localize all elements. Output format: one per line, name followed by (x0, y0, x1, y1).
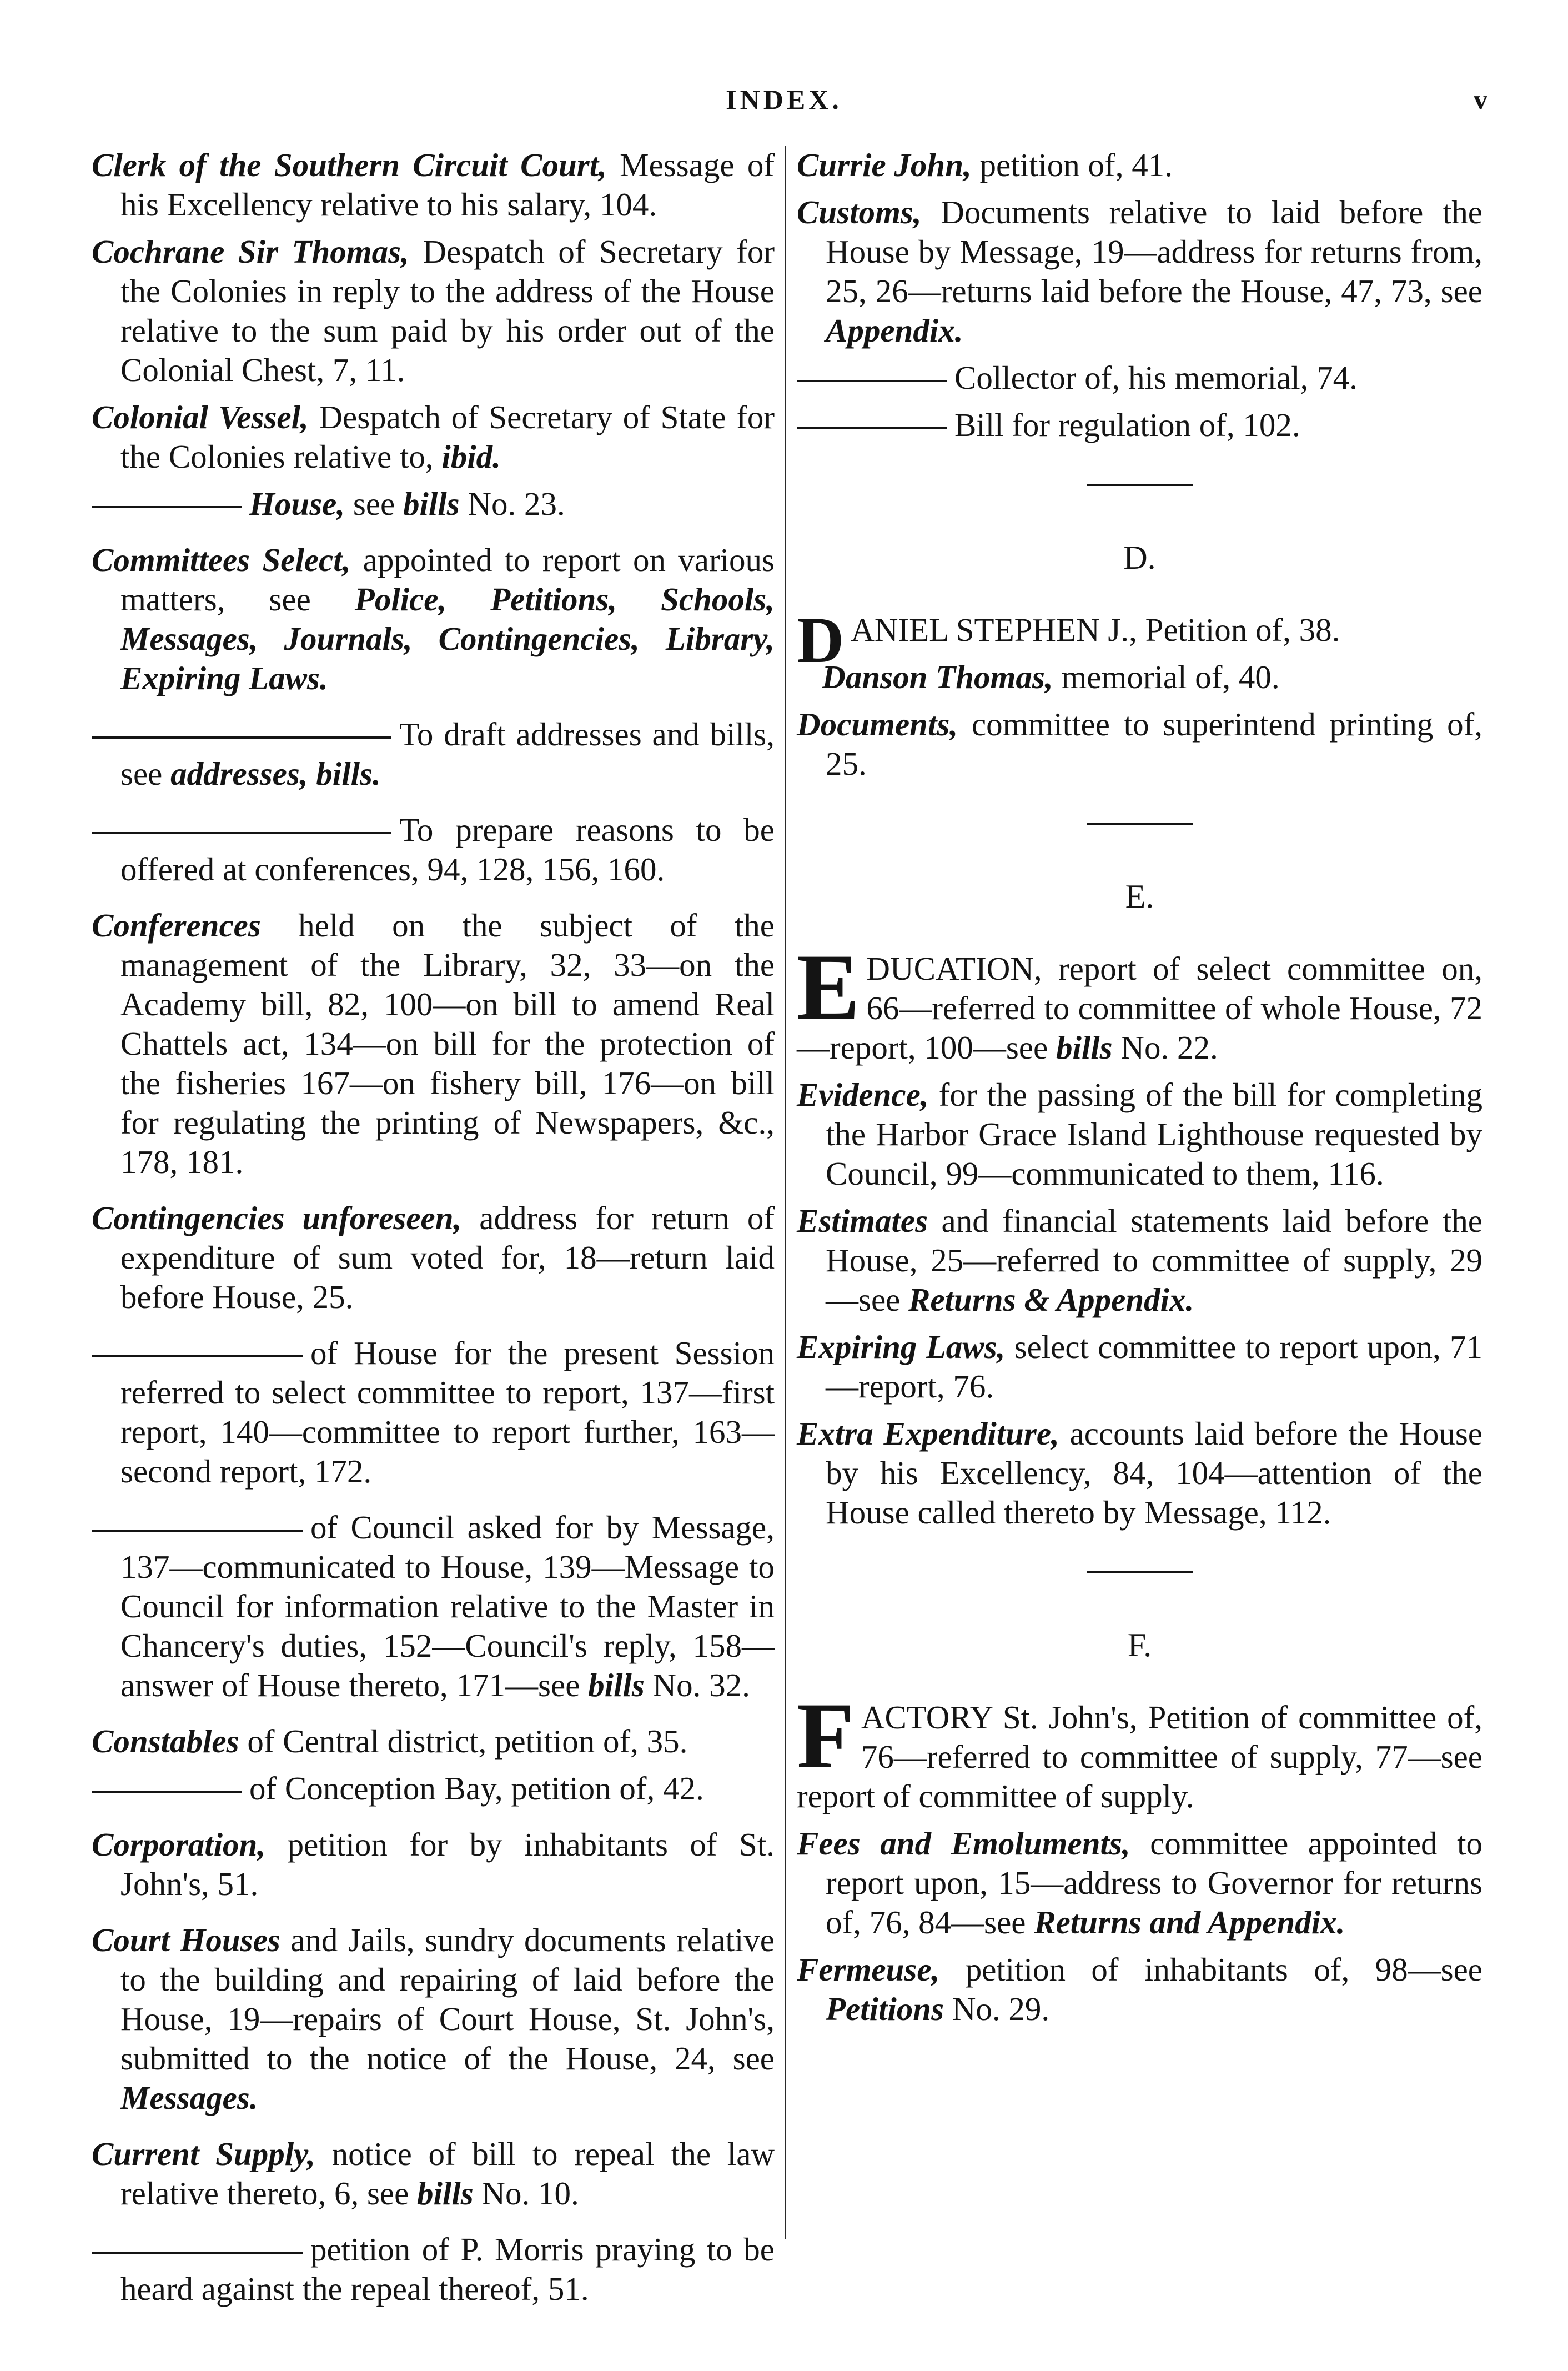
page-number: v (1474, 84, 1487, 115)
index-entry: DANIEL STEPHEN J., Petition of, 38. (797, 604, 1340, 676)
index-entry: Conferences held on the subject of the management of the Library, 32, 33—on the Academy bill, 82, 100—on bill to amend Real Chattels act, 134—on bill for the protection of the fisheries 167—on fishery bill, 176—on bill for regulating the printing of Newspapers, &c., 178, 181. (92, 907, 775, 1180)
index-subentry: Collector of, his memorial, 74. (797, 358, 1482, 398)
ditto-dash (92, 832, 391, 834)
ditto-dash (797, 380, 947, 382)
section-divider (1087, 823, 1193, 825)
index-subentry: To draft addresses and bills, see addresses, bills. (92, 715, 775, 794)
index-subentry: of Council asked for by Message, 137—communicated to House, 139—Message to Council for information relative to the Master in Chancery's duties, 152—Council's reply, 158—answer of House thereto, 171—see bills No. 32. (92, 1508, 775, 1705)
index-entry: Danson Thomas, memorial of, 40. (822, 659, 1280, 695)
index-subentry: of House for the present Session referred to select committee to report, 137—first report, 140—committee to report further, 163—second report, 172. (92, 1334, 775, 1491)
index-subentry: petition of P. Morris praying to be heard against the repeal thereof, 51. (92, 2230, 775, 2309)
index-subentry: To prepare reasons to be offered at conferences, 94, 128, 156, 160. (92, 810, 775, 889)
ditto-dash (92, 1355, 303, 1357)
index-subentry: Bill for regulation of, 102. (797, 405, 1482, 445)
index-entry: Estimates and financial statements laid before the House, 25—referred to committee of supply, 29—see Returns & Appendix. (797, 1202, 1482, 1318)
index-entry: Corporation, petition for by inhabitants of St. John's, 51. (92, 1826, 775, 1902)
right-column (797, 146, 1482, 2037)
section-divider (1087, 484, 1193, 486)
index-entry: Court Houses and Jails, sundry documents relative to the building and repairing of laid before the House, 19—repairs of Court House, St. John's, submitted to the notice of the House, 24, see Messages. (92, 1922, 775, 2116)
index-entry: Cochrane Sir Thomas, Despatch of Secretary for the Colonies in reply to the address of the House relative to the sum paid by his order out of the Colonial Chest, 7, 11. (92, 233, 775, 388)
index-entry: Contingencies unforeseen, address for return of expenditure of sum voted for, 18—return laid before House, 25. (92, 1200, 775, 1315)
ditto-dash (92, 736, 391, 739)
section-divider (1087, 1571, 1193, 1573)
section-heading-e: E. (1125, 878, 1154, 915)
index-entry: Fermeuse, petition of inhabitants of, 98—see Petitions No. 29. (797, 1951, 1482, 2027)
drop-cap: E (797, 935, 860, 1039)
index-entry: Evidence, for the passing of the bill for completing the Harbor Grace Island Lighthouse requested by Council, 99—communicated to them, 116. (797, 1076, 1482, 1192)
index-entry: Customs, Documents relative to laid before the House by Message, 19—address for returns from, 25, 26—returns laid before the House, 47, 73, see Appendix. (797, 194, 1482, 349)
drop-cap: D (797, 604, 845, 676)
ditto-dash (92, 1530, 303, 1532)
running-title: INDEX. (726, 84, 842, 115)
ditto-dash (92, 1791, 242, 1793)
index-entry: EDUCATION, report of select committee on, 66—referred to committee of whole House, 72—report, 100—see bills No. 22. (797, 935, 1482, 1066)
index-entry: Clerk of the Southern Circuit Court, Message of his Excellency relative to his salary, 104. (92, 147, 775, 223)
left-column (92, 146, 775, 2317)
index-entry: Documents, committee to superintend printing of, 25. (797, 706, 1482, 782)
ditto-dash (797, 427, 947, 429)
column-divider (785, 146, 786, 2239)
index-entry: FACTORY St. John's, Petition of committee of, 76—referred to committee of supply, 77—see report of committee of supply. (797, 1683, 1482, 1814)
index-subentry: of Conception Bay, petition of, 42. (92, 1769, 775, 1808)
index-entry: Colonial Vessel, Despatch of Secretary of State for the Colonies relative to, ibid. (92, 399, 775, 475)
index-entry: Fees and Emoluments, committee appointed to report upon, 15—address to Governor for returns of, 76, 84—see Returns and Appendix. (797, 1825, 1482, 1941)
index-entry: Expiring Laws, select committee to report upon, 71—report, 76. (797, 1329, 1483, 1405)
section-heading-f: F. (1127, 1627, 1152, 1663)
section-heading-d: D. (1123, 539, 1156, 576)
index-subentry: House, see bills No. 23. (92, 484, 775, 524)
ditto-dash (92, 506, 242, 508)
ditto-dash (92, 2252, 303, 2254)
drop-cap: F (797, 1683, 855, 1788)
index-entry: Currie John, petition of, 41. (797, 147, 1173, 183)
index-entry: Committees Select, appointed to report on various matters, see Police, Petitions, Schools, Messages, Journals, Contingencies, Library, Expiring Laws. (92, 542, 775, 696)
index-entry: Constables of Central district, petition of, 35. (92, 1723, 688, 1760)
index-entry: Extra Expenditure, accounts laid before the House by his Excellency, 84, 104—attention of the House called thereto by Message, 112. (797, 1415, 1482, 1531)
index-entry: Current Supply, notice of bill to repeal the law relative thereto, 6, see bills No. 10. (92, 2136, 775, 2212)
